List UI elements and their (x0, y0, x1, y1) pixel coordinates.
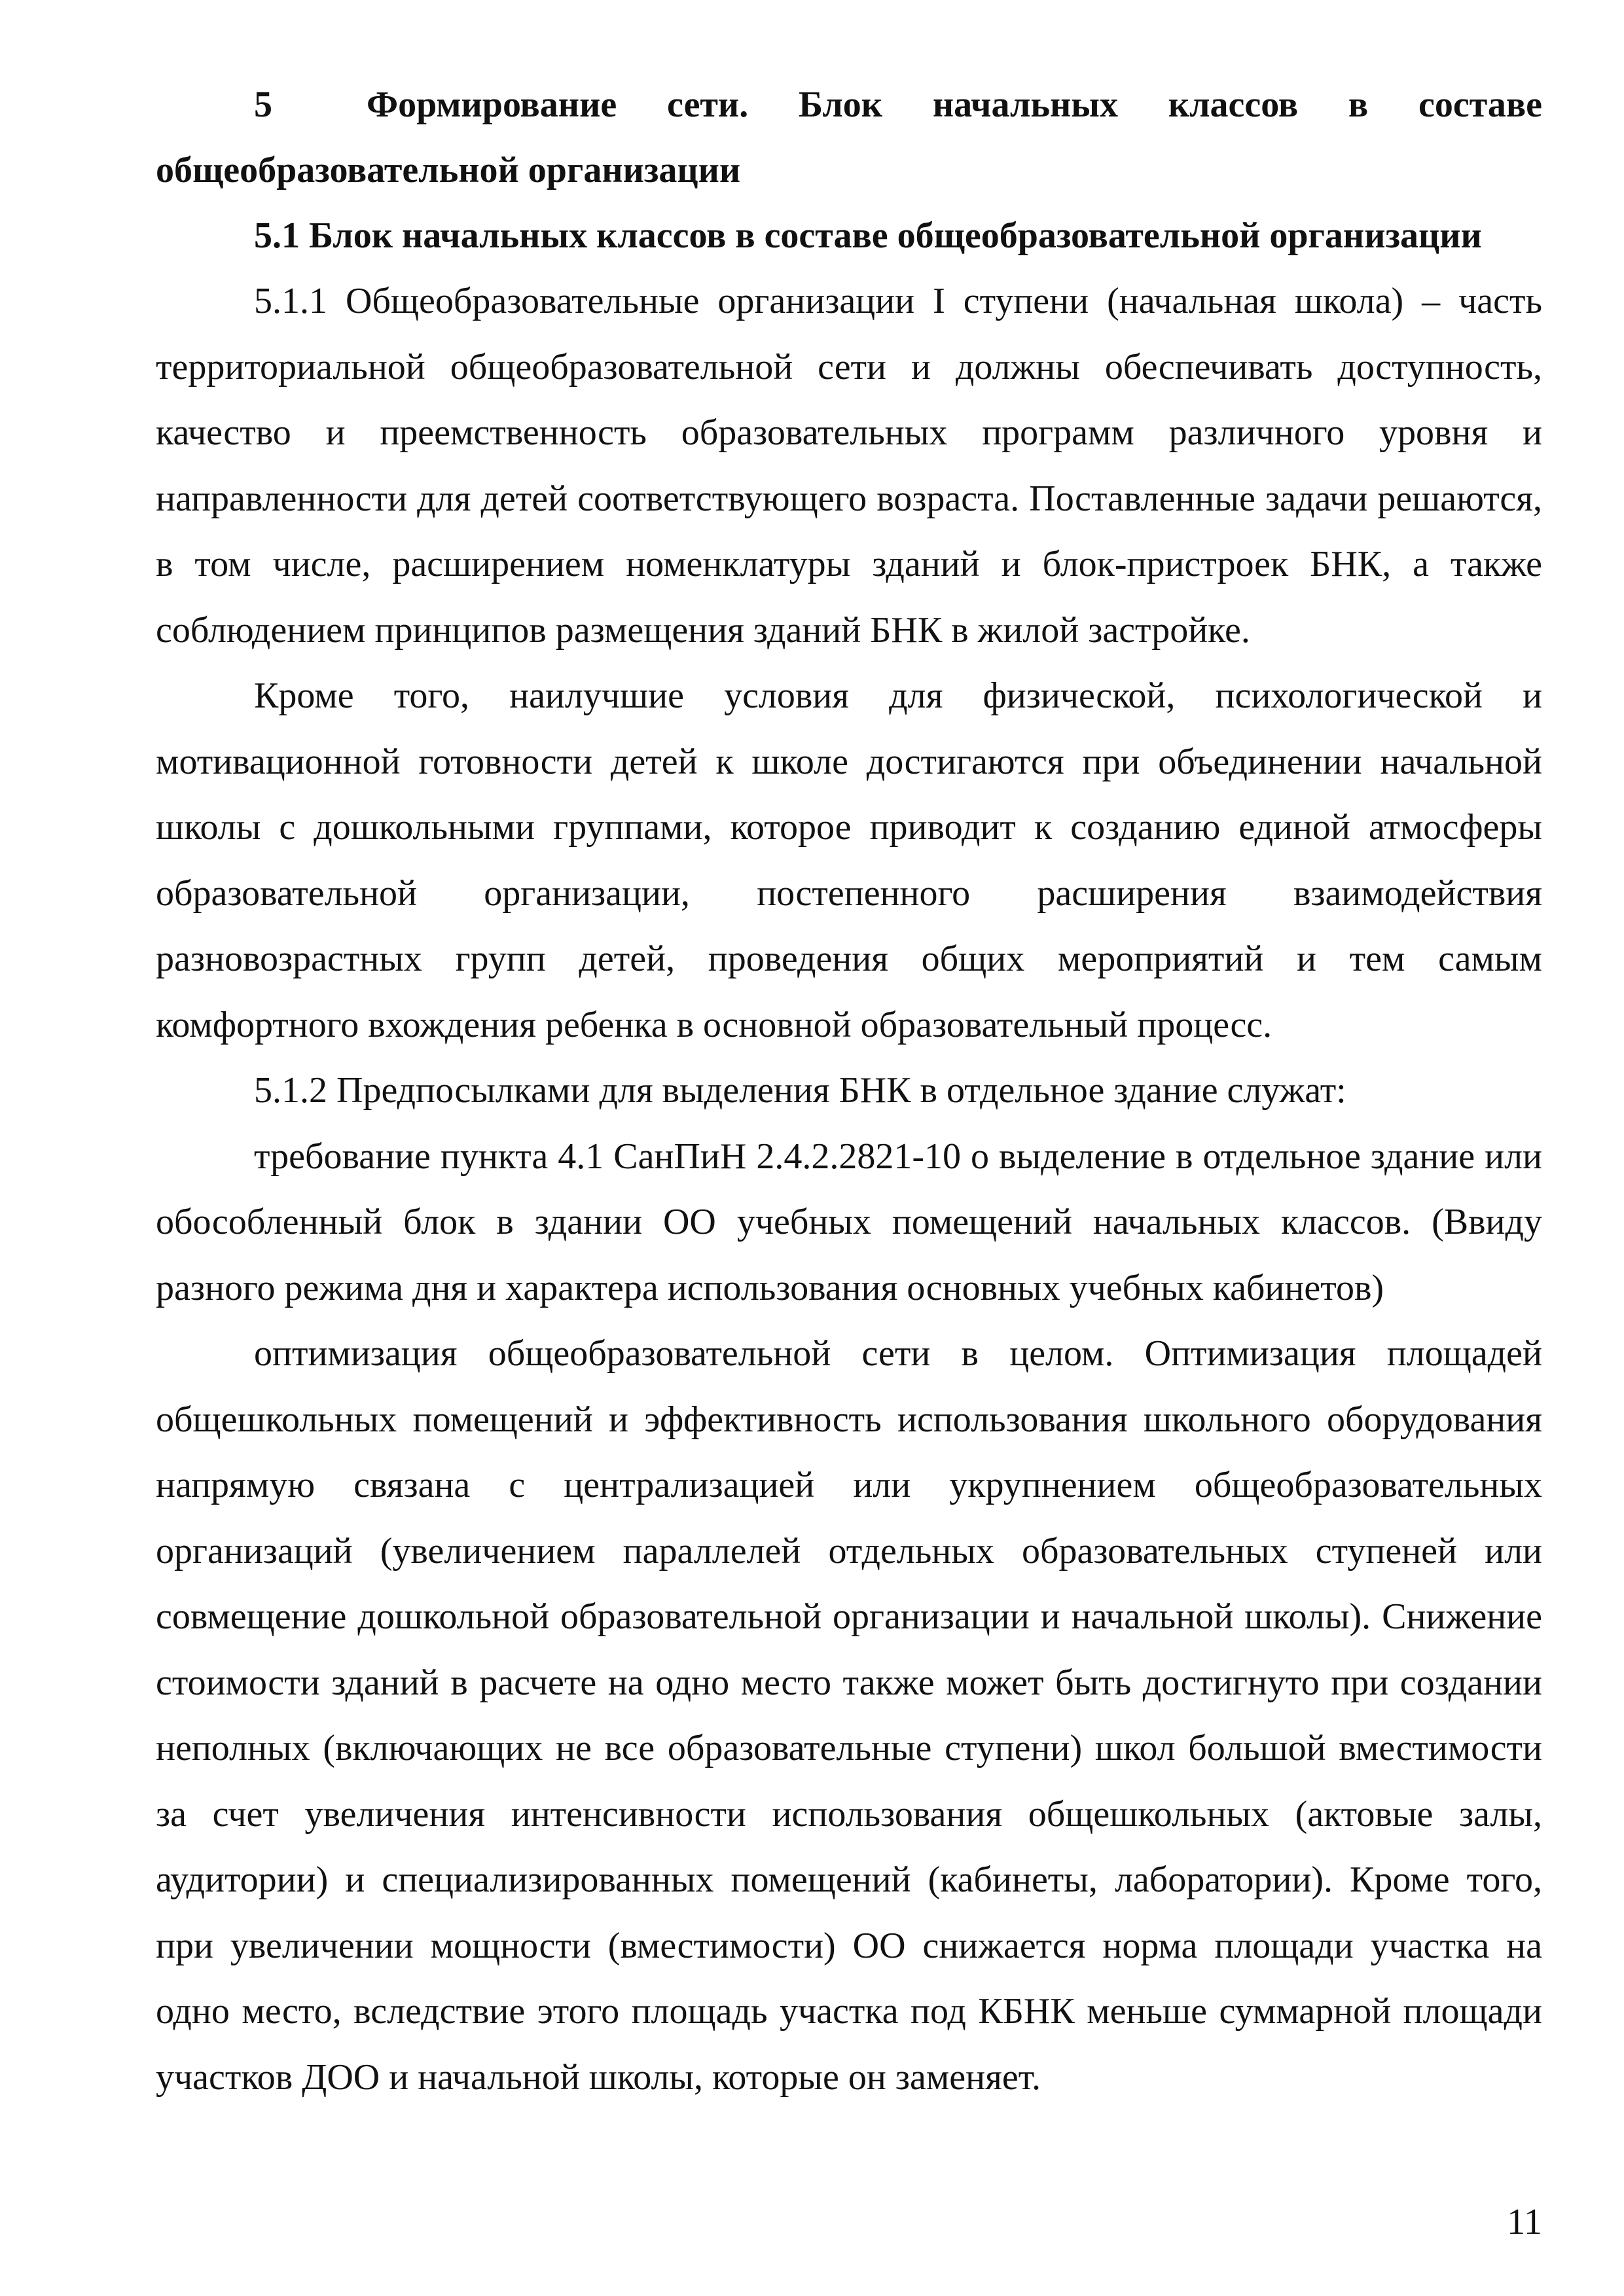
section-title: Формирование сети. Блок начальных классов в составе общеобразовательной организации (156, 84, 1542, 190)
paragraph-network-optimization: оптимизация общеобразовательной сети в целом. Оптимизация площадей общешкольных помещений и эффективность использования школьного оборудования напрямую связана с централизацией или укрупнением общеобразовательных организаций (увеличением параллелей отдельных образовательных ступеней или совмещение дошкольной образовательной организации и начальной школы). Снижение стоимости зданий в расчете на одно место также может быть достигнуто при создании неполных (включающих не все образовательные ступени) школ большой вместимости за счет увеличения интенсивности использования общешкольных (актовые залы, аудитории) и специализированных помещений (кабинеты, лаборатории). Кроме того, при увеличении мощности (вместимости) ОО снижается норма площади участка на одно место, вследствие этого площадь участка под КБНК меньше суммарной площади участков ДОО и начальной школы, которые он заменяет. (156, 1333, 1542, 2098)
subsection-heading: 5.1 Блок начальных классов в составе общеобразовательной организации (254, 215, 1482, 256)
paragraph-preschool-groups: Кроме того, наилучшие условия для физической, психологической и мотивационной готовности детей к школе достигаются при объединении начальной школы с дошкольными группами, которое приводит к созданию единой атмосферы образовательной организации, постепенного расширения взаимодействия разновозрастных групп детей, проведения общих мероприятий и тем самым комфортного вхождения ребенка в основной образовательный процесс. (156, 675, 1542, 1045)
paragraph-sanpin-requirement: требование пункта 4.1 СанПиН 2.4.2.2821-10 о выделение в отдельное здание или обособленный блок в здании ОО учебных помещений начальных классов. (Ввиду разного режима дня и характера использования основных учебных кабинетов) (156, 1136, 1542, 1308)
paragraph-5-1-1: 5.1.1 Общеобразовательные организации I ступени (начальная школа) – часть территориальной общеобразовательной сети и должны обеспечивать доступность, качество и преемственность образовательных программ различного уровня и направленности для детей соответствующего возраста. Поставленные задачи решаются, в том числе, расширением номенклатуры зданий и блок-пристроек БНК, а также соблюдением принципов размещения зданий БНК в жилой застройке. (156, 281, 1542, 651)
page-number: 11 (1507, 2202, 1542, 2242)
section-number: 5 (254, 84, 272, 125)
paragraph-5-1-2: 5.1.2 Предпосылками для выделения БНК в отдельное здание служат: (254, 1070, 1346, 1111)
document-page (156, 72, 1542, 2110)
section-heading (156, 72, 1542, 203)
